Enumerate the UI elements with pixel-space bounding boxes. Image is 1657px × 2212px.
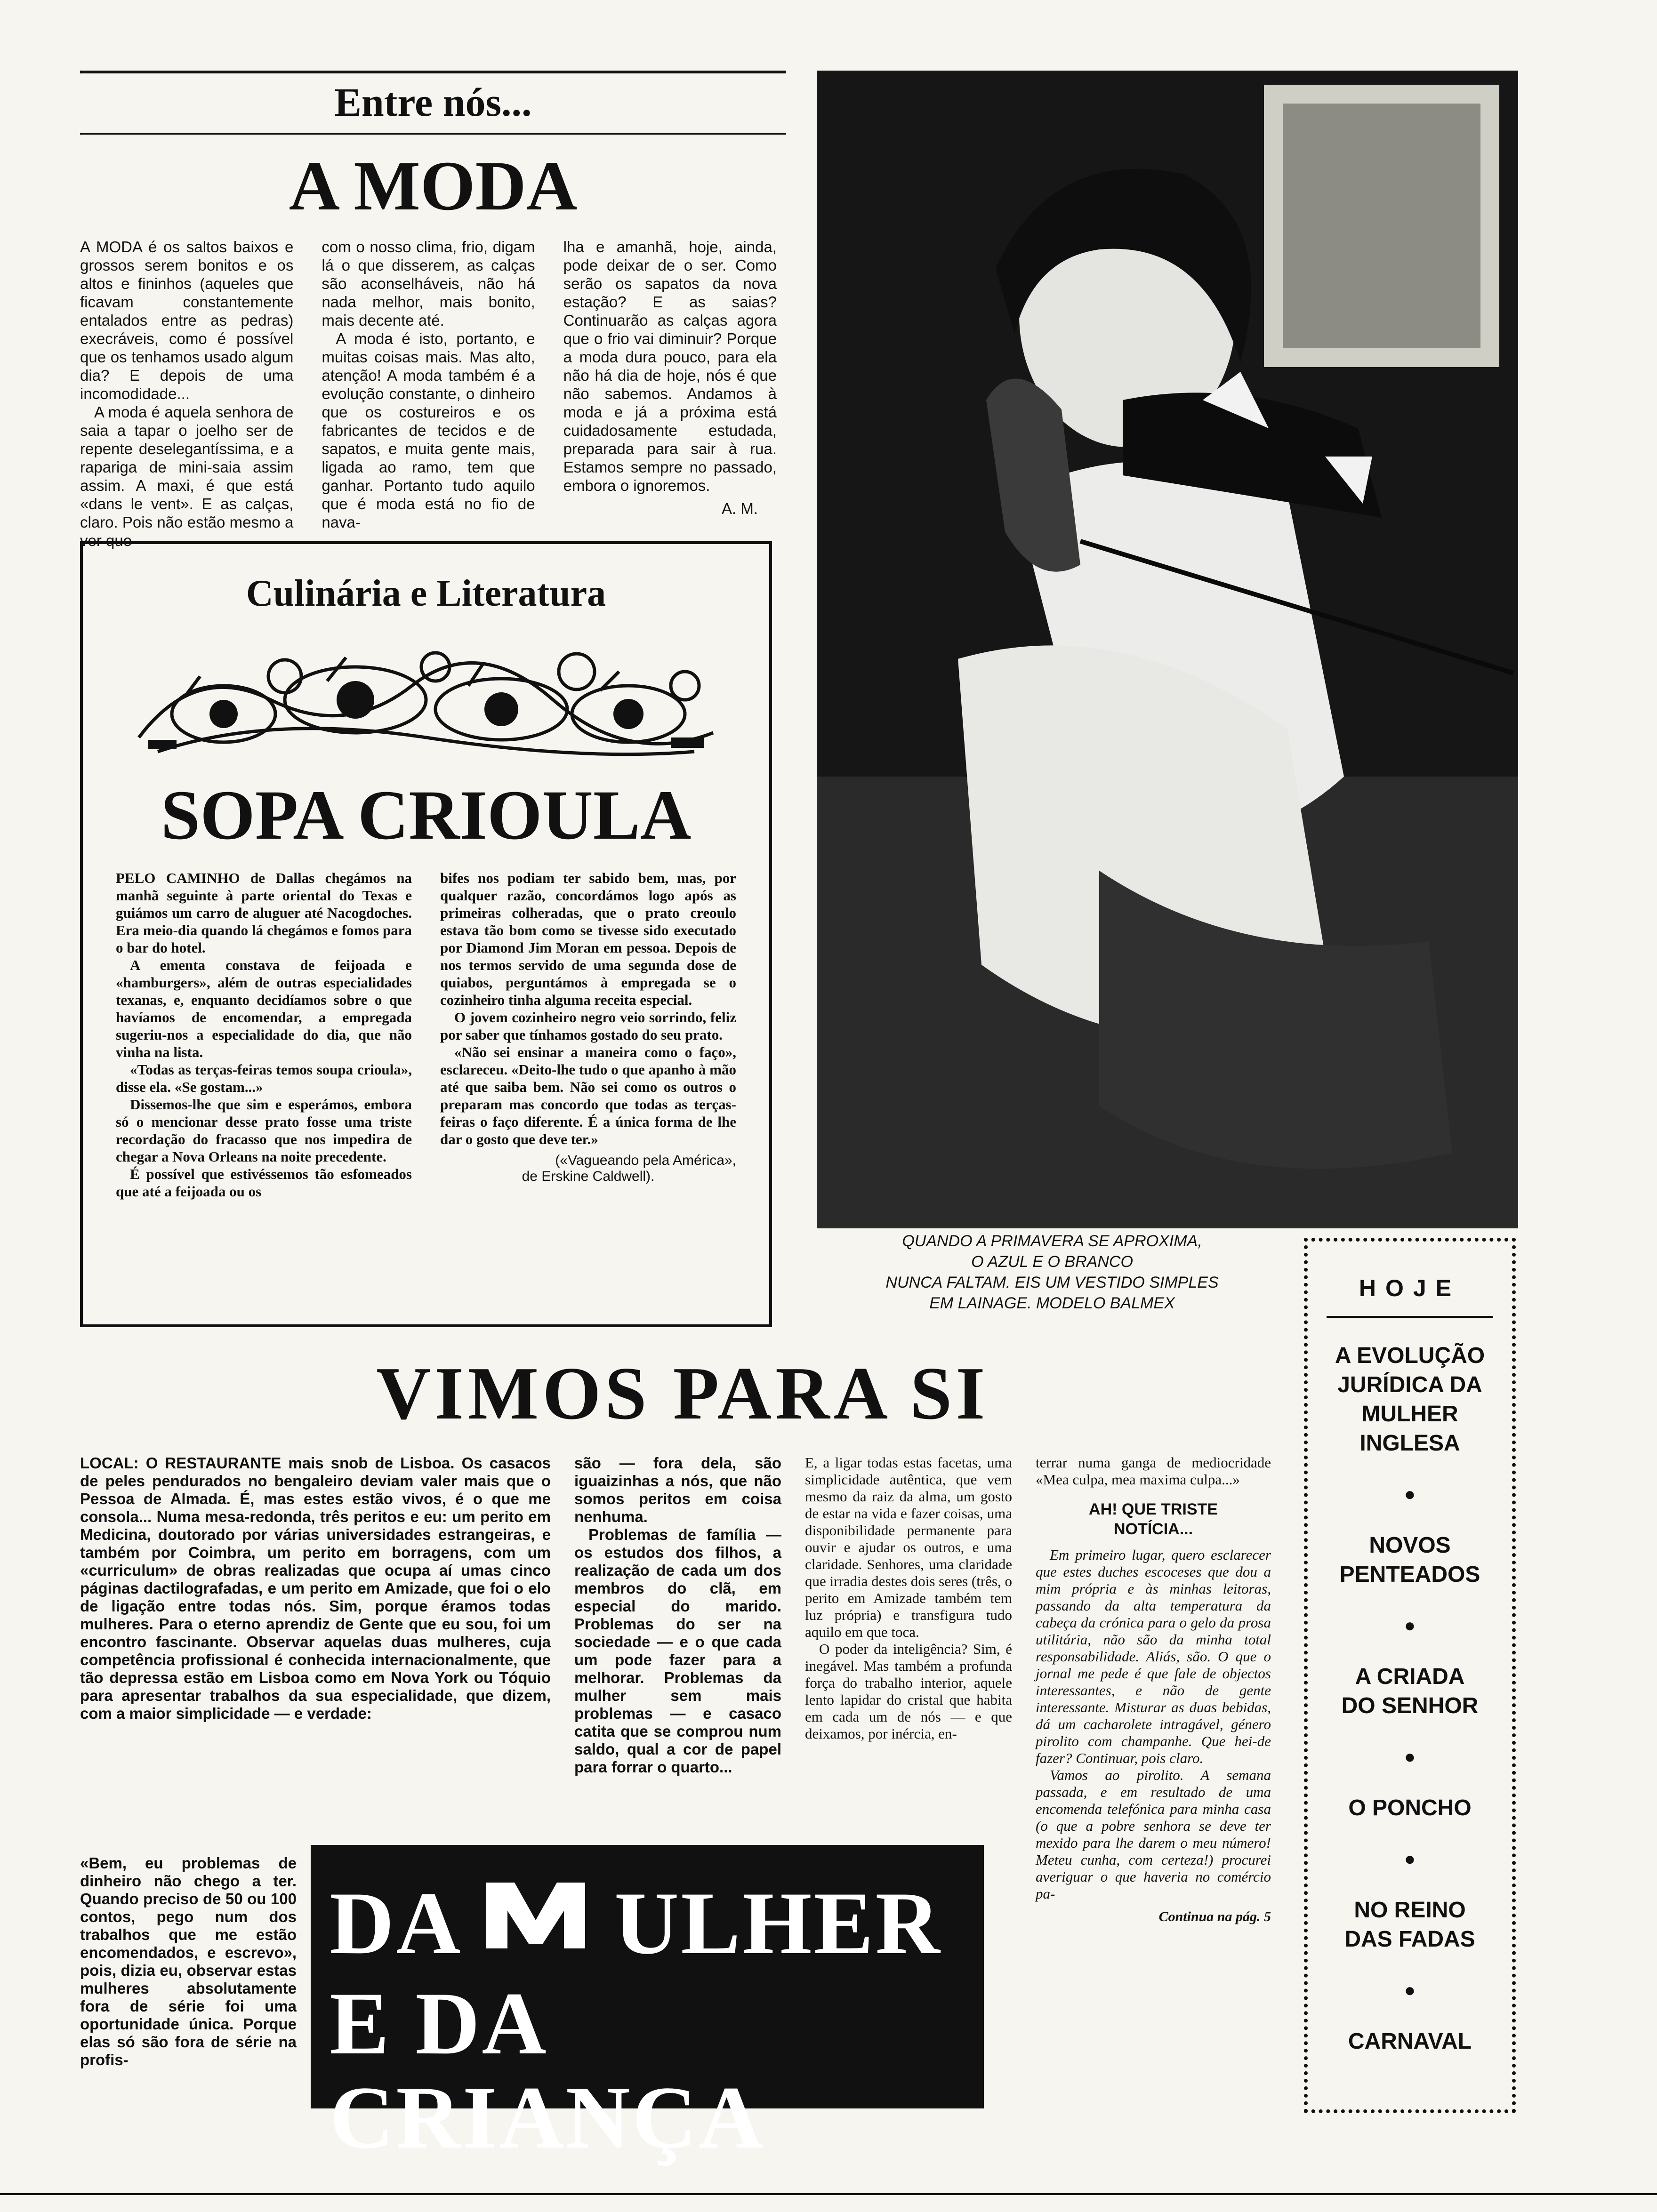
moda-column-1	[80, 238, 293, 550]
paragraph: terrar numa ganga de mediocridade «Mea culpa, mea maxima culpa...»	[1036, 1454, 1271, 1488]
moda-column-3	[563, 238, 777, 550]
masthead-ulher: ULHER	[614, 1874, 942, 1973]
paragraph: bifes nos podiam ter sabido bem, mas, por qualquer razão, concordámos logo após as primeiras colheradas, que o prato creoulo estava tão bom como se tivesse sido executado por Diamond Jim Moran em pessoa. Depois de nos termos servido de uma segunda dose de quiabos, perguntámos à empregada se o cozinheiro tinha alguma receita especial.	[440, 870, 736, 1008]
masthead-m-logo	[482, 1873, 590, 1971]
moda-title: A MODA	[289, 147, 578, 225]
stylized-m-icon	[482, 1873, 590, 1953]
source-line-2: de Erskine Caldwell).	[522, 1169, 655, 1184]
masthead-da: DA	[330, 1874, 458, 1973]
fashion-photo	[817, 71, 1518, 1228]
paragraph: PELO CAMINHO de Dallas chegámos na manhã seguinte à parte oriental do Texas e guiámos um carro de aluguer até Nacogdoches. Era meio-dia quando lá chegámos e fomos para o bar do hotel.	[116, 870, 412, 956]
bullet-icon: ●	[1404, 1747, 1416, 1767]
caption-line-2: O AZUL E O BRANCO	[971, 1253, 1133, 1271]
hoje-box	[1304, 1238, 1516, 2113]
section-kicker: Entre nós...	[334, 80, 532, 125]
caption-line-1: QUANDO A PRIMAVERA SE APROXIMA,	[902, 1232, 1202, 1250]
paragraph: com o nosso clima, frio, digam lá o que disserem, as calças são aconselháveis, não há nada melhor, mais bonito, mais decente até.	[322, 238, 535, 329]
caption-line-3: NUNCA FALTAM. EIS UM VESTIDO SIMPLES	[885, 1274, 1219, 1291]
kicker-rule	[80, 133, 786, 135]
paragraph: «Todas as terças-feiras temos soupa crioula», disse ela. «Se gostam...»	[116, 1061, 412, 1095]
hoje-item: A EVOLUÇÃO JURÍDICA DA MULHER INGLESA	[1335, 1343, 1485, 1456]
section-subhead: AH! QUE TRISTE NOTÍCIA...	[1089, 1500, 1218, 1538]
vimos-column-3	[805, 1454, 1012, 1742]
paragraph: «Não sei ensinar a maneira como o faço», esclareceu. «Deito-lhe tudo o que apanho à mão até que saiba bem. Não sei como os outros o preparam mas concordo que todas as terças-feiras o faço diferente. É a única forma de lhe dar o gosto que deve ter.»	[440, 1044, 736, 1147]
paragraph: Problemas de família — os estudos dos filhos, a realização de cada um dos membros do clã, em especial do marido. Problemas do ser na sociedade — e o que cada um pode fazer para a melhorar. Problemas da mulher sem mais problemas — e casaco catita que se comprou num saldo, qual a cor de papel para forrar o quarto...	[574, 1526, 781, 1776]
culinaria-box	[80, 541, 772, 1327]
source-line-1: («Vagueando pela América»,	[555, 1153, 736, 1168]
photo-caption	[817, 1231, 1287, 1314]
sopa-title: SOPA CRIOULA	[161, 776, 692, 854]
woman-on-phone-photo	[817, 71, 1518, 1228]
culinaria-header: Culinária e Literatura	[246, 573, 606, 614]
vimos-column-2	[574, 1454, 781, 1776]
hoje-item: CARNAVAL	[1348, 2029, 1472, 2054]
vimos-title: VIMOS PARA SI	[376, 1351, 989, 1435]
hoje-item: O PONCHO	[1348, 1795, 1472, 1820]
moda-column-2	[322, 238, 535, 550]
paragraph: Vamos ao pirolito. A semana passada, e em resultado de uma encomenda telefónica para minha casa (o que a pobre senhora se deve ter mexido para lhe darem o meu número! Meteu cunha, com certeza!) procurei averiguar o que haveria no comércio pa-	[1036, 1767, 1271, 1902]
bottom-rule	[0, 2193, 1657, 2195]
hoje-item: NO REINO DAS FADAS	[1344, 1898, 1475, 1952]
paragraph: «Bem, eu problemas de dinheiro não chego a ter. Quando preciso de 50 ou 100 contos, pego num dos trabalhos que me estão encomendados, e escrevo», pois, dizia eu, observar estas mulheres absolutamente fora de série foi uma oportunidade única. Porque elas só são fora de série na profis-	[80, 1854, 297, 2068]
paragraph: são — fora dela, são iguaizinhas a nós, que não somos peritos em coisa nenhuma.	[574, 1454, 781, 1525]
paragraph: lha e amanhã, hoje, ainda, pode deixar de o ser. Como serão os sapatos da nova estação? E as saias? Continuarão as calças agora que o frio vai diminuir? Porque a moda dura pouco, para ela não há dia de hoje, nós é que não sabemos. Andamos à moda e já a próxima está cuidadosamente estudada, preparada para sair à rua. Estamos sempre no passado, embora o ignoremos.	[563, 238, 777, 494]
moda-signature: A. M.	[721, 500, 758, 517]
top-rule	[80, 71, 786, 73]
vimos-column-1	[80, 1454, 551, 1723]
food-illustration	[129, 643, 723, 761]
masthead-line-2: E DA CRIANÇA	[330, 1974, 765, 2167]
masthead-box	[311, 1845, 984, 2167]
masthead-line-1	[330, 1873, 942, 1971]
paragraph: Dissemos-lhe que sim e esperámos, embora só o mencionar desse prato fosse uma triste recordação do fracasso que nos impedira de chegar a Nova Orleans na noite precedente.	[116, 1096, 412, 1165]
vimos-column-1-continued	[80, 1854, 297, 2069]
caption-line-4: EM LAINAGE. MODELO BALMEX	[929, 1294, 1175, 1312]
paragraph: A MODA é os saltos baixos e grossos serem bonitos e os altos e fininhos (aqueles que ficavam constantemente entalados entre as pedras) execráveis, como é possível que os tenhamos usado algum dia? E depois de uma incomodidade...	[80, 238, 294, 402]
paragraph: É possível que estivéssemos tão esfomeados que até a feijoada ou os	[116, 1166, 412, 1200]
bullet-icon: ●	[1404, 1849, 1416, 1869]
paragraph: Em primeiro lugar, quero esclarecer que estes duches escoceses que dou a mim própria e às minhas leitoras, passando da alta temperatura da cabeça da crónica para o gelo da prosa utilitária, não são da minha total responsabilidade. Aliás, são. O que o jornal me pede é que fale de objectos interessantes, e não de gente interessante. Misturar as duas bebidas, dá um cacharolete intragável, género pirolito com champanhe. Que hei-de fazer? Continuar, pois claro.	[1036, 1547, 1271, 1766]
paragraph: LOCAL: O RESTAURANTE mais snob de Lisboa. Os casacos de peles pendurados no bengaleiro deviam valer mais que o Pessoa de Almada. É, mas estes estão vivos, é o que me consola... Numa mesa-redonda, três peritos e eu: um perito em Medicina, doutorado por várias universidades estrangeiras, e também por Coimbra, um perito em borragens, com um «curriculum» de obras realizadas que ocupa aí umas cinco páginas dactilografadas, e um perito em Amizade, que foi o elo de ligação entre todas nós. Sim, porque éramos todas mulheres. Para o eterno aprendiz de Gente que eu sou, foi um encontro fascinante. Observar aquelas duas mulheres, cuja competência profissional é conhecida internacionalmente, que tão depressa estão em Lisboa como em Nova York ou Tóquio para apresentar trabalhos da sua especialidade, que dizem, com a maior simplicidade — e verdade:	[80, 1454, 551, 1722]
hoje-rule	[1327, 1316, 1493, 1318]
food-engraving-icon	[129, 643, 723, 761]
hoje-item: A CRIADA DO SENHOR	[1341, 1664, 1479, 1718]
paragraph: A ementa constava de feijoada e «hamburgers», além de outras especialidades texanas, e, enquanto decidíamos sobre o que havíamos de encomendar, a empregada sugeriu-nos a especialidade do dia, que não vinha na lista.	[116, 957, 412, 1060]
bullet-icon: ●	[1404, 1484, 1416, 1505]
paragraph: O jovem cozinheiro negro veio sorrindo, feliz por saber que tínhamos gostado do seu prato.	[440, 1009, 736, 1043]
bullet-icon: ●	[1404, 1980, 1416, 2001]
sopa-column-1	[116, 869, 412, 1200]
paragraph: A moda é isto, portanto, e muitas coisas mais. Mas alto, atenção! A moda também é a evolução constante, o dinheiro que os costureiros e os fabricantes de tecidos e de sapatos, e muita gente mais, ligada ao ramo, tem que ganhar. Portanto tudo aquilo que é moda está no fio de nava-	[322, 330, 535, 531]
hoje-item: NOVOS PENTEADOS	[1339, 1533, 1480, 1587]
paragraph: O poder da inteligência? Sim, é inegável. Mas também a profunda força do trabalho interior, aquele lento lapidar do cristal que habita em cada um de nós — e que deixamos, por inércia, en-	[805, 1641, 1012, 1742]
sopa-column-2	[440, 869, 736, 1200]
hoje-title: HOJE	[1359, 1275, 1461, 1301]
moda-article	[80, 238, 777, 550]
paragraph: A moda é aquela senhora de saia a tapar o joelho ser de repente deselegantíssima, e a rapariga de mini-saia assim assim. A maxi, é que está «dans le vent». E as calças, claro. Pois não estão mesmo a ver que	[80, 403, 294, 549]
bullet-icon: ●	[1404, 1615, 1416, 1636]
vimos-column-4	[1036, 1454, 1271, 1925]
sopa-article	[116, 869, 736, 1200]
paragraph: E, a ligar todas estas facetas, uma simplicidade autêntica, que vem mesmo da raiz da alma, um gosto de estar na vida e fazer coisas, uma disponibilidade permanente para ouvir e ajudar os outros, e uma claridade. Senhores, uma claridade que irradia destes dois seres (três, o perito em Amizade também tem luz própria) e transfigura tudo aquilo em que toca.	[805, 1454, 1012, 1640]
continua-line: Continua na pág. 5	[1158, 1909, 1271, 1924]
